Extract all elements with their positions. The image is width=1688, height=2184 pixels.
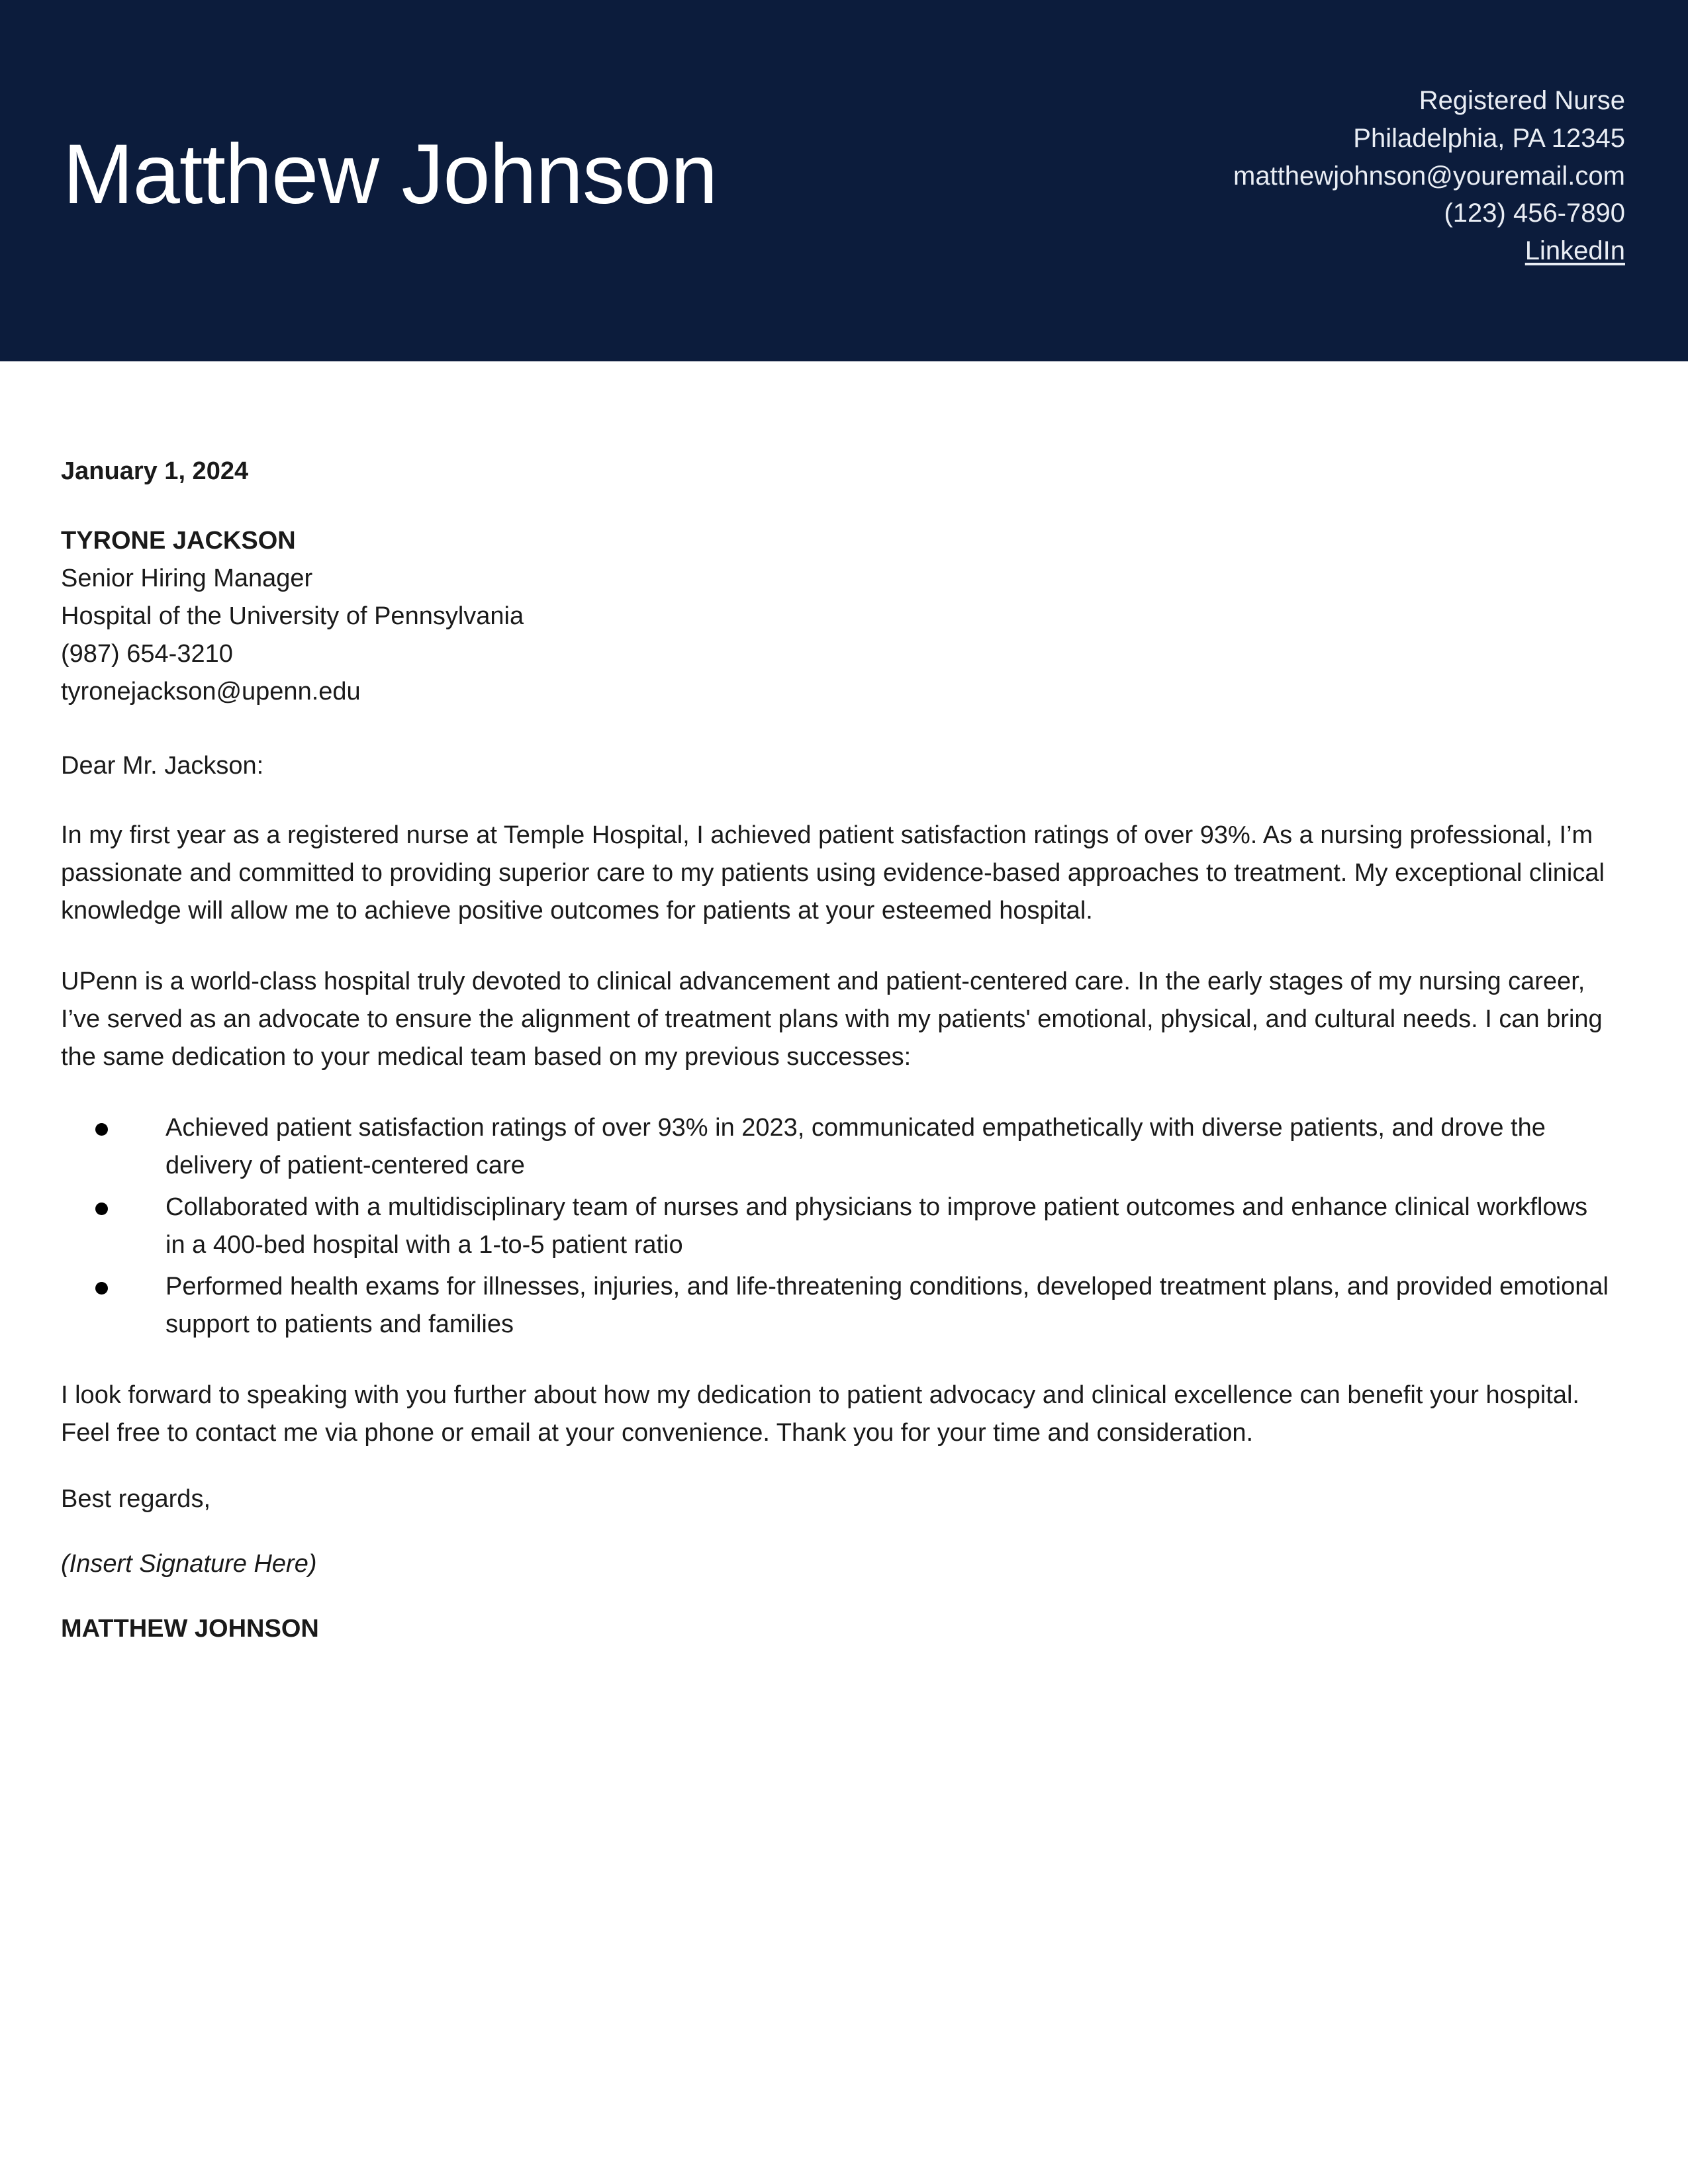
recipient-organization: Hospital of the University of Pennsylvania [61, 602, 524, 630]
bullet-icon [95, 1123, 108, 1136]
list-item [61, 1189, 1609, 1264]
list-item [61, 1109, 1609, 1185]
salutation: Dear Mr. Jackson: [61, 752, 264, 780]
recipient-job-title: Senior Hiring Manager [61, 565, 313, 592]
recipient-email: tyronejackson@upenn.edu [61, 678, 361, 705]
list-item-text: Performed health exams for illnesses, injuries, and life-threatening conditions, developed treatment plans, and provided emotional support to patients and families [165, 1273, 1609, 1338]
list-item-text: Achieved patient satisfaction ratings of over 93% in 2023, communicated empathetically with diverse patients, and drove the delivery of patient-centered care [165, 1114, 1546, 1179]
achievement-list [61, 1109, 1609, 1343]
recipient-block [61, 522, 1609, 711]
contact-phone[interactable]: (123) 456-7890 [1444, 199, 1625, 228]
body-paragraph-2: UPenn is a world-class hospital truly devoted to clinical advancement and patient-centered care. In the early stages of my nursing career, I’ve served as an advocate to ensure the alignment of treatment plans with my patients' emotional, physical, and cultural needs. I can bring the same dedication to your medical team based on my previous successes: [61, 968, 1603, 1071]
bullet-icon [95, 1282, 108, 1295]
contact-email[interactable]: matthewjohnson@youremail.com [1233, 161, 1625, 191]
letter-date: January 1, 2024 [61, 457, 249, 485]
list-item [61, 1268, 1609, 1343]
contact-location: Philadelphia, PA 12345 [1353, 123, 1625, 153]
signature-name: MATTHEW JOHNSON [61, 1615, 319, 1643]
linkedin-link[interactable]: LinkedIn [1524, 236, 1625, 266]
closing-paragraph: I look forward to speaking with you further about how my dedication to patient advocacy and clinical excellence can benefit your hospital. Feel free to contact me via phone or email at your convenience. Thank you for your time and consideration. [61, 1381, 1579, 1447]
bullet-icon [95, 1203, 108, 1215]
sign-off: Best regards, [61, 1485, 211, 1513]
page-title: Matthew Johnson [63, 126, 718, 222]
contact-linkedin-link-wrapper [1233, 232, 1625, 270]
recipient-name: TYRONE JACKSON [61, 527, 296, 555]
letter-body [0, 361, 1688, 1643]
signature-placeholder: (Insert Signature Here) [61, 1550, 317, 1578]
recipient-phone: (987) 654-3210 [61, 640, 233, 668]
contact-info-block [1233, 82, 1625, 279]
contact-job-title: Registered Nurse [1419, 86, 1625, 115]
list-item-text: Collaborated with a multidisciplinary team of nurses and physicians to improve patient outcomes and enhance clinical workflows in a 400-bed hospital with a 1-to-5 patient ratio [165, 1193, 1588, 1259]
body-paragraph-1: In my first year as a registered nurse at Temple Hospital, I achieved patient satisfaction ratings of over 93%. As a nursing professional, I’m passionate and committed to providing superior care to my patients using evidence-based approaches to treatment. My exceptional clinical knowledge will allow me to achieve positive outcomes for patients at your esteemed hospital. [61, 821, 1605, 925]
document-header-band [0, 0, 1688, 361]
